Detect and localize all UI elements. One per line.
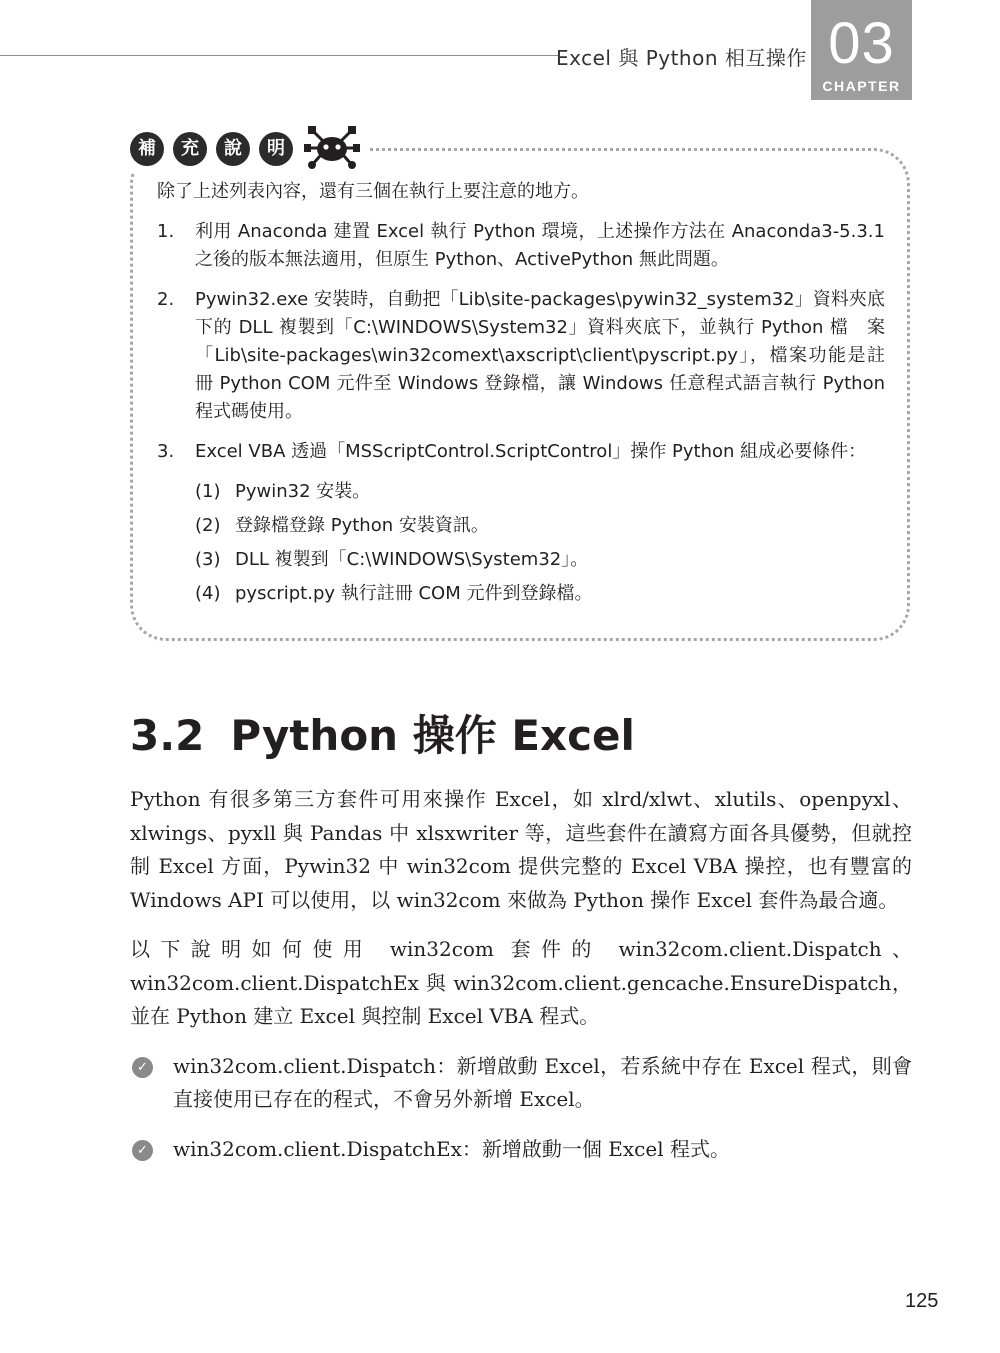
note-sub-item bbox=[157, 546, 885, 574]
bullet-text: 新增啟動 Excel，若系統中存在 Excel 程式，則會直接使用已存在的程式，不會另外新增 Excel。 bbox=[173, 1053, 912, 1111]
body-paragraph: 以下說明如何使用 win32com 套件的 win32com.client.Dispatch、win32com.client.DispatchEx 與 win32com.client.gencache.EnsureDispatch，並在 Python 建立 Excel 與控制 Excel VBA 程式。 bbox=[130, 937, 912, 1028]
chapter-tab bbox=[811, 0, 912, 100]
header-rule bbox=[0, 55, 560, 56]
note-sub-item-text: Pywin32 安裝。 bbox=[235, 481, 371, 502]
bullet-item bbox=[130, 1133, 912, 1167]
bullet-item bbox=[130, 1050, 912, 1117]
note-item-text: Excel VBA 透過「MSScriptControl.ScriptControl」操作 Python 組成必要條件： bbox=[195, 441, 867, 462]
note-badge-char: 說 bbox=[216, 132, 250, 166]
page-number: 125 bbox=[905, 1290, 939, 1312]
note-sub-item-number: (4) bbox=[195, 583, 221, 604]
bullet-term: win32com.client.Dispatch： bbox=[173, 1053, 457, 1078]
note-list-item bbox=[157, 438, 885, 466]
note-sub-item bbox=[157, 478, 885, 506]
note-item-number: 3. bbox=[157, 441, 175, 462]
note-sub-item-text: 登錄檔登錄 Python 安裝資訊。 bbox=[235, 515, 489, 536]
body-paragraph: Python 有很多第三方套件可用來操作 Excel，如 xlrd/xlwt、xlutils、openpyxl、xlwings、pyxll 與 Pandas 中 xlsxwriter 等，這些套件在讀寫方面各具優勢，但就控制 Excel 方面，Pywin32 中 win32com 提供完整的 Excel VBA 操控，也有豐富的 Windows API 可以使用，以 win32com 來做為 Python 操作 Excel 套件為最合適。 bbox=[130, 787, 912, 912]
note-badge-char: 明 bbox=[259, 132, 293, 166]
bullet-text: 新增啟動一個 Excel 程式。 bbox=[481, 1136, 730, 1161]
note-sub-item-number: (2) bbox=[195, 515, 221, 536]
chapter-number: 03 bbox=[828, 11, 895, 76]
note-list-item bbox=[157, 286, 885, 426]
bug-icon bbox=[304, 124, 360, 170]
note-sub-item-number: (1) bbox=[195, 481, 221, 502]
note-intro: 除了上述列表內容，還有三個在執行上要注意的地方。 bbox=[157, 181, 589, 202]
note-content bbox=[157, 178, 885, 614]
running-header-title: Excel 與 Python 相互操作 bbox=[556, 46, 807, 70]
note-item-text: 利用 Anaconda 建置 Excel 執行 Python 環境，上述操作方法在 Anaconda3-5.3.1 之後的版本無法適用，但原生 Python、ActivePython 無此問題。 bbox=[195, 221, 885, 270]
note-sub-item bbox=[157, 580, 885, 608]
note-list-item bbox=[157, 218, 885, 274]
body-text bbox=[130, 783, 912, 1182]
note-item-number: 2. bbox=[157, 289, 175, 310]
bullet-term: win32com.client.DispatchEx： bbox=[173, 1136, 482, 1161]
note-sub-item-text: DLL 複製到「C:\WINDOWS\System32」。 bbox=[235, 549, 589, 570]
note-badge-char: 補 bbox=[130, 132, 164, 166]
note-sub-list bbox=[157, 478, 885, 608]
note-sub-item-number: (3) bbox=[195, 549, 221, 570]
section-title: Python 操作 Excel bbox=[230, 711, 635, 760]
check-circle-icon: ✓ bbox=[132, 1140, 153, 1161]
note-item-text: Pywin32.exe 安裝時，自動把「Lib\site-packages\pywin32_system32」資料夾底下的 DLL 複製到「C:\WINDOWS\System32」資料夾底下，並執行 Python 檔 案「Lib\site-packages\win32comext\axscript\client\pyscript.py」，檔案功能是註冊 Python COM 元件至 Windows 登錄檔，讓 Windows 任意程式語言執行 Python 程式碼使用。 bbox=[195, 289, 885, 422]
note-sub-item bbox=[157, 512, 885, 540]
section-number: 3.2 bbox=[130, 711, 205, 760]
check-circle-icon: ✓ bbox=[132, 1057, 153, 1078]
section-heading bbox=[130, 706, 635, 766]
note-item-number: 1. bbox=[157, 221, 175, 242]
chapter-label: CHAPTER bbox=[822, 78, 901, 94]
note-badge-char: 充 bbox=[173, 132, 207, 166]
note-sub-item-text: pyscript.py 執行註冊 COM 元件到登錄檔。 bbox=[235, 583, 593, 604]
